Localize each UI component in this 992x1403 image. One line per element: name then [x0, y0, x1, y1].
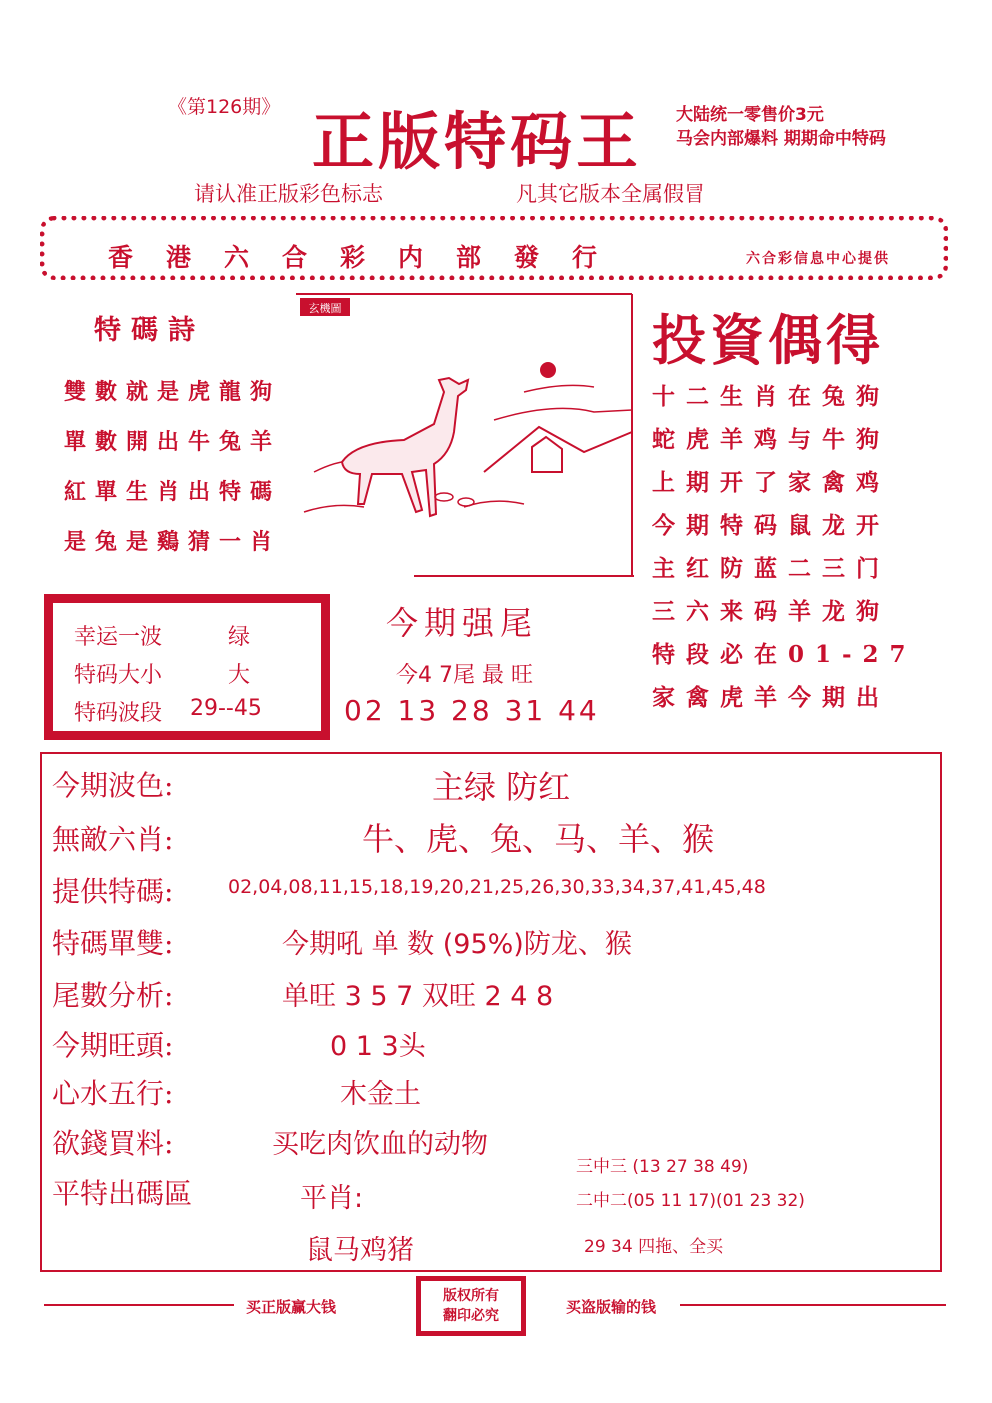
- poem-line: 雙數就是虎龍狗: [64, 379, 282, 405]
- illustration-stamp: 玄機圖: [308, 302, 342, 315]
- poem-line: 是兔是鷄猜一肖: [64, 529, 282, 555]
- row-label: 欲錢買料:: [52, 1127, 174, 1160]
- lucky-size-value: 大: [228, 663, 251, 688]
- invest-line: 三六来码羊龙狗: [652, 598, 890, 625]
- invest-line: 主红防蓝二三门: [652, 555, 890, 582]
- counterfeit-notice: 凡其它版本全属假冒: [516, 182, 705, 206]
- row-value: 0 1 3头: [330, 1031, 426, 1062]
- invest-line: 今期特码鼠龙开: [652, 512, 890, 539]
- row-value: 买吃肉饮血的动物: [272, 1129, 488, 1160]
- row-label: 無敵六肖:: [52, 823, 174, 856]
- copyright-seal: [416, 1276, 526, 1336]
- footer-left-slogan: 买正版赢大钱: [246, 1298, 337, 1316]
- poem-line: 紅單生肖出特碼: [64, 479, 282, 505]
- row-value: 主绿 防红: [432, 768, 571, 806]
- invest-title: 投資偶得: [652, 308, 884, 372]
- issuer-banner-source: 六合彩信息中心提供: [746, 251, 890, 267]
- invest-line: 特段必在01-27: [652, 641, 917, 668]
- row-value: 平肖:: [300, 1183, 364, 1214]
- price-note: 大陆统一零售价3元: [676, 105, 824, 125]
- copyright-seal-line: 版权所有: [443, 1288, 499, 1304]
- flat-animals: 鼠马鸡猪: [306, 1235, 414, 1266]
- combo-three: 三中三 (13 27 38 49): [576, 1157, 749, 1177]
- invest-line: 蛇虎羊鸡与牛狗: [652, 426, 890, 453]
- page-title: 正版特码王: [312, 105, 643, 178]
- row-value: 木金土: [340, 1079, 421, 1110]
- footer-divider-right: [680, 1304, 946, 1306]
- row-label: 今期旺頭:: [52, 1029, 174, 1062]
- invest-line: 上期开了家禽鸡: [652, 469, 890, 496]
- row-label: 平特出碼區: [52, 1177, 193, 1210]
- authentic-notice: 请认准正版彩色标志: [194, 182, 383, 206]
- invest-line: 十二生肖在兔狗: [652, 383, 890, 410]
- row-value: 02,04,08,11,15,18,19,20,21,25,26,30,33,34,37,41,45,48: [228, 876, 766, 898]
- lucky-range-label: 特码波段: [74, 701, 163, 726]
- poem-title: 特碼詩: [94, 315, 205, 346]
- row-label: 心水五行:: [52, 1077, 174, 1110]
- row-value: 单旺 3 5 7 双旺 2 4 8: [282, 981, 554, 1012]
- lucky-wave-value: 绿: [228, 625, 251, 650]
- copyright-seal-line: 翻印必究: [443, 1308, 499, 1324]
- footer-right-slogan: 买盗版输的钱: [566, 1298, 657, 1316]
- lucky-range-value: 29--45: [190, 696, 262, 721]
- strong-tail-title: 今期强尾: [386, 604, 539, 642]
- combo-drag: 29 34 四拖、全买: [584, 1237, 724, 1257]
- strong-tail-numbers: 02 13 28 31 44: [344, 694, 600, 727]
- row-value: 今期吼 单 数 (95%)防龙、猴: [282, 929, 632, 960]
- row-label: 今期波色:: [52, 769, 174, 802]
- row-label: 提供特碼:: [52, 875, 174, 908]
- strong-tail-line: 今4 7尾 最 旺: [396, 663, 533, 688]
- row-label: 特碼單雙:: [52, 927, 174, 960]
- issuer-banner-text: 香港六合彩内部發行: [108, 243, 631, 272]
- insider-note: 马会内部爆料 期期命中特码: [676, 129, 886, 149]
- lucky-wave-label: 幸运一波: [74, 625, 163, 650]
- row-label: 尾數分析:: [52, 979, 174, 1012]
- issue-number: 《第126期》: [168, 96, 281, 118]
- invest-line: 家禽虎羊今期出: [652, 684, 890, 711]
- poem-line: 單數開出牛兔羊: [64, 429, 282, 455]
- row-value: 牛、虎、兔、马、羊、猴: [362, 820, 715, 858]
- combo-two: 二中二(05 11 17)(01 23 32): [576, 1191, 805, 1211]
- deer-illustration: [294, 292, 634, 577]
- lucky-size-label: 特码大小: [74, 663, 163, 688]
- footer-divider-left: [44, 1304, 234, 1306]
